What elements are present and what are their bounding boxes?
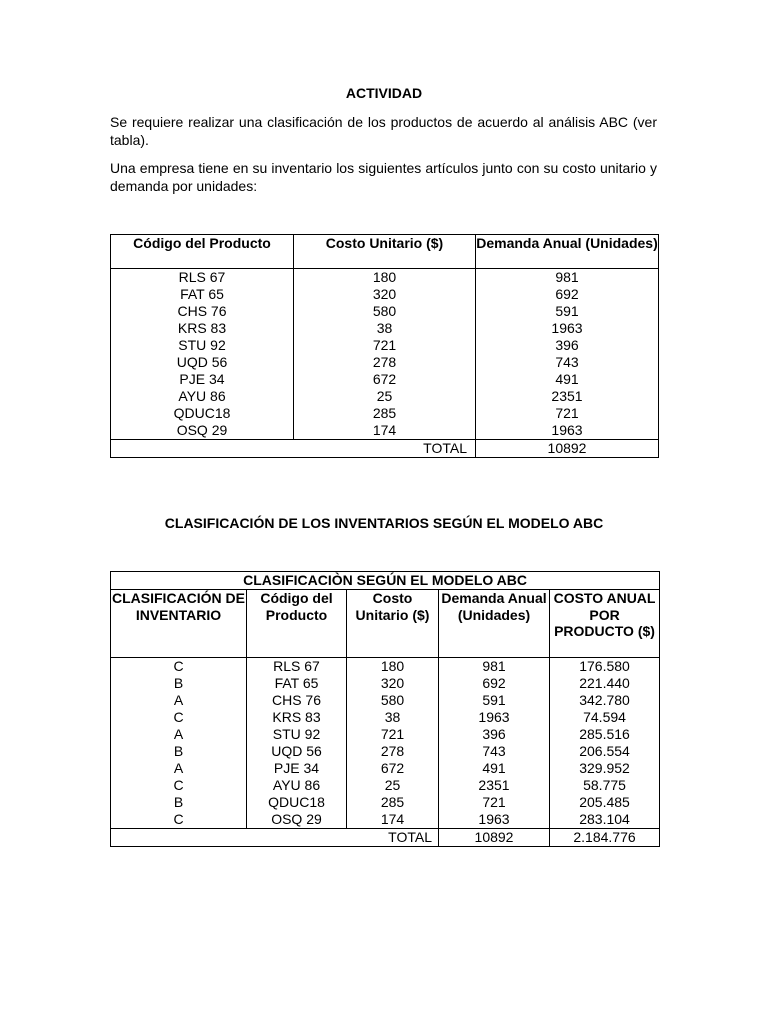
table-caption-row [111,572,660,590]
cell-product-code: OSQ 29 [247,811,347,829]
cell-unit-cost: 38 [347,709,439,726]
table-row [111,286,659,303]
table-row [111,658,660,676]
cell-annual-demand: 491 [439,760,550,777]
page-title: ACTIVIDAD [345,85,423,101]
table-header-row [111,590,660,658]
cell-annual-demand: 1963 [476,422,659,440]
table-caption: CLASIFICACIÒN SEGÚN EL MODELO ABC [111,572,660,590]
cell-annual-demand: 2351 [439,777,550,794]
total-demand: 10892 [439,829,550,847]
table-row [111,422,659,440]
cell-annual-demand: 743 [439,743,550,760]
cell-annual-demand: 1963 [439,709,550,726]
cell-annual-cost: 58.775 [550,777,660,794]
cell-annual-cost: 283.104 [550,811,660,829]
cell-classification: C [111,658,247,676]
cell-unit-cost: 721 [294,337,476,354]
cell-annual-demand: 2351 [476,388,659,405]
intro-paragraph: Se requiere realizar una clasificación de los productos de acuerdo al análisis ABC (ver tabla). [110,114,657,148]
table-row [111,371,659,388]
cell-unit-cost: 285 [347,794,439,811]
cell-unit-cost: 672 [347,760,439,777]
cell-annual-cost: 205.485 [550,794,660,811]
cell-annual-cost: 74.594 [550,709,660,726]
cell-unit-cost: 672 [294,371,476,388]
header-unit-cost: Costo Unitario ($) [294,235,476,269]
cell-classification: C [111,777,247,794]
cell-classification: A [111,692,247,709]
table-row [111,320,659,337]
table-header-row [111,235,659,269]
cell-unit-cost: 38 [294,320,476,337]
header-unit-cost: Costo Unitario ($) [347,590,439,658]
table-row [111,303,659,320]
cell-annual-demand: 721 [439,794,550,811]
cell-annual-demand: 591 [476,303,659,320]
cell-unit-cost: 25 [347,777,439,794]
cell-product-code: CHS 76 [247,692,347,709]
table-total-row [111,440,659,458]
cell-unit-cost: 580 [294,303,476,320]
table-row [111,743,660,760]
cell-unit-cost: 180 [347,658,439,676]
cell-classification: C [111,811,247,829]
cell-classification: C [111,709,247,726]
cell-unit-cost: 278 [347,743,439,760]
table-row [111,269,659,287]
cell-product-code: PJE 34 [247,760,347,777]
cell-annual-demand: 981 [476,269,659,287]
cell-unit-cost: 180 [294,269,476,287]
cell-classification: A [111,760,247,777]
cell-annual-demand: 591 [439,692,550,709]
cell-unit-cost: 721 [347,726,439,743]
table-row [111,811,660,829]
cell-annual-demand: 1963 [476,320,659,337]
cell-annual-demand: 721 [476,405,659,422]
table-row [111,354,659,371]
cell-annual-demand: 692 [439,675,550,692]
header-annual-demand: Demanda Anual (Unidades) [439,590,550,658]
cell-unit-cost: 285 [294,405,476,422]
cell-unit-cost: 580 [347,692,439,709]
cell-classification: A [111,726,247,743]
header-annual-cost: COSTO ANUAL POR PRODUCTO ($) [550,590,660,658]
header-product-code: Código del Producto [111,235,294,269]
inventory-paragraph: Una empresa tiene en su inventario los siguientes artículos junto con su costo unitario y demanda por unidades: [110,160,657,194]
table-row [111,388,659,405]
table-row [111,709,660,726]
table-total-row [111,829,660,847]
cell-unit-cost: 278 [294,354,476,371]
total-demand: 10892 [476,440,659,458]
cell-annual-demand: 396 [439,726,550,743]
cell-product-code: UQD 56 [247,743,347,760]
cell-annual-cost: 342.780 [550,692,660,709]
cell-unit-cost: 174 [347,811,439,829]
header-product-code: Código del Producto [247,590,347,658]
table-row [111,337,659,354]
cell-product-code: KRS 83 [247,709,347,726]
cell-annual-cost: 221.440 [550,675,660,692]
cell-product-code: FAT 65 [111,286,294,303]
table-row [111,794,660,811]
cell-classification: B [111,743,247,760]
cell-unit-cost: 174 [294,422,476,440]
cell-product-code: UQD 56 [111,354,294,371]
cell-product-code: RLS 67 [247,658,347,676]
cell-product-code: QDUC18 [111,405,294,422]
header-annual-demand: Demanda Anual (Unidades) [476,235,659,269]
cell-classification: B [111,794,247,811]
table-row [111,692,660,709]
cell-annual-cost: 176.580 [550,658,660,676]
cell-annual-demand: 491 [476,371,659,388]
cell-annual-demand: 692 [476,286,659,303]
cell-product-code: STU 92 [111,337,294,354]
inventory-table [110,234,659,458]
cell-product-code: FAT 65 [247,675,347,692]
cell-annual-demand: 396 [476,337,659,354]
cell-unit-cost: 25 [294,388,476,405]
table-row [111,405,659,422]
cell-annual-cost: 329.952 [550,760,660,777]
table-row [111,675,660,692]
cell-unit-cost: 320 [347,675,439,692]
table-row [111,777,660,794]
cell-unit-cost: 320 [294,286,476,303]
table-row [111,726,660,743]
total-label: TOTAL [111,440,476,458]
abc-classification-table [110,571,660,847]
table-row [111,760,660,777]
cell-product-code: RLS 67 [111,269,294,287]
header-classification: CLASIFICACIÓN DE INVENTARIO [111,590,247,658]
cell-product-code: KRS 83 [111,320,294,337]
cell-product-code: QDUC18 [247,794,347,811]
cell-product-code: AYU 86 [247,777,347,794]
cell-annual-demand: 1963 [439,811,550,829]
cell-annual-demand: 743 [476,354,659,371]
cell-classification: B [111,675,247,692]
cell-annual-cost: 206.554 [550,743,660,760]
total-cost: 2.184.776 [550,829,660,847]
cell-product-code: AYU 86 [111,388,294,405]
cell-annual-demand: 981 [439,658,550,676]
cell-product-code: STU 92 [247,726,347,743]
cell-annual-cost: 285.516 [550,726,660,743]
cell-product-code: CHS 76 [111,303,294,320]
total-label: TOTAL [111,829,439,847]
section-title: CLASIFICACIÓN DE LOS INVENTARIOS SEGÚN EL MODELO ABC [164,515,604,531]
cell-product-code: OSQ 29 [111,422,294,440]
cell-product-code: PJE 34 [111,371,294,388]
